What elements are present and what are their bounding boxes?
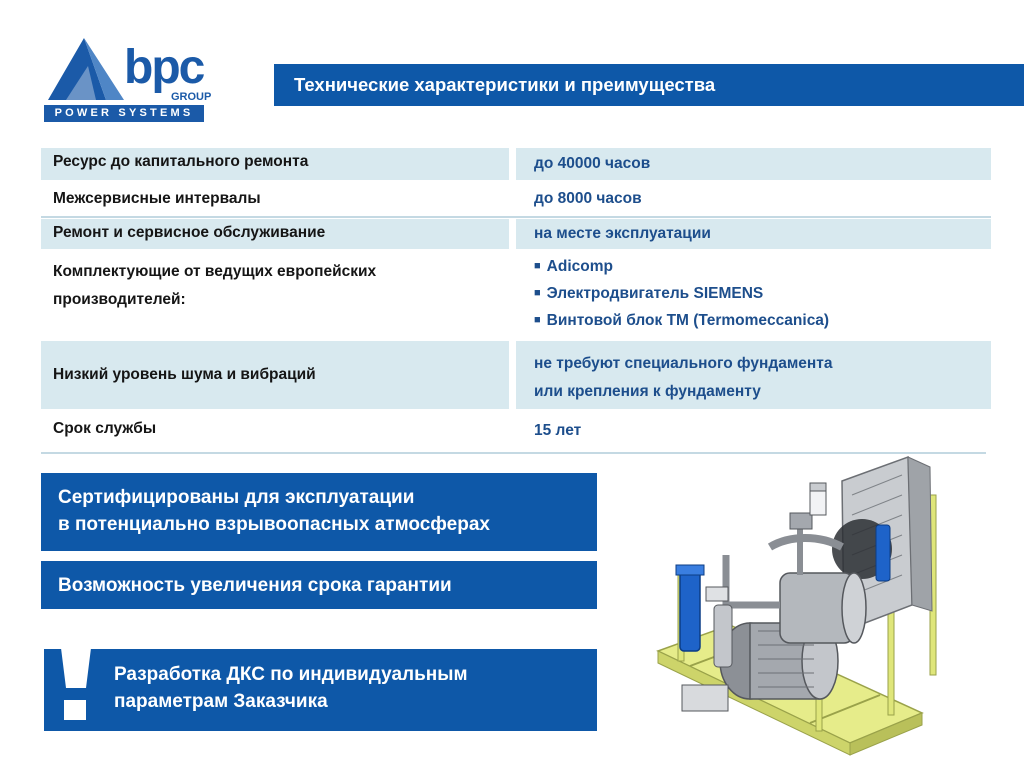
compressor-unit-image xyxy=(630,455,1024,768)
callout-custom-line: параметрам Заказчика xyxy=(114,691,328,712)
spec-label-overhaul: Ресурс до капитального ремонта xyxy=(41,148,509,180)
square-bullet-icon: ■ xyxy=(534,260,541,272)
callout-certified-line: в потенциально взрывоопасных атмосферах xyxy=(58,514,490,535)
square-bullet-icon: ■ xyxy=(534,287,541,299)
spec-value-overhaul: до 40000 часов xyxy=(516,148,991,180)
callout-warranty: Возможность увеличения срока гарантии xyxy=(41,561,597,609)
company-logo xyxy=(44,36,212,122)
list-item xyxy=(534,280,991,307)
spec-label-lifetime: Срок службы xyxy=(53,420,157,437)
logo-group: GROUP xyxy=(171,91,212,103)
list-item xyxy=(534,307,991,334)
spec-value-repair: на месте эксплуатации xyxy=(516,219,991,249)
component-name: Электродвигатель SIEMENS xyxy=(546,285,764,302)
spec-label-components xyxy=(41,252,509,338)
spec-value-components xyxy=(516,252,991,338)
spec-value-service-interval: до 8000 часов xyxy=(534,190,642,207)
spec-value-noise-line: не требуют специального фундамента xyxy=(534,355,833,372)
row-divider xyxy=(41,452,986,454)
callout-certified xyxy=(41,473,597,551)
logo-brand: bpc xyxy=(124,41,204,94)
spec-label-service-interval: Межсервисные интервалы xyxy=(53,190,261,207)
spec-value-lifetime: 15 лет xyxy=(534,422,582,439)
component-name: Adicomp xyxy=(546,258,613,275)
spec-label-repair: Ремонт и сервисное обслуживание xyxy=(41,219,509,249)
spec-label-noise: Низкий уровень шума и вибраций xyxy=(41,341,509,409)
spec-value-noise-line: или крепления к фундаменту xyxy=(534,383,761,400)
spec-label-components-line: производителей: xyxy=(53,291,186,308)
row-divider xyxy=(41,216,991,218)
spec-value-noise xyxy=(516,341,991,409)
callout-certified-line: Сертифицированы для эксплуатации xyxy=(58,487,415,508)
list-item xyxy=(534,253,991,280)
callout-custom-line: Разработка ДКС по индивидуальным xyxy=(114,664,468,685)
logo-tagline: POWER SYSTEMS xyxy=(44,105,204,122)
exclamation-mark-icon xyxy=(46,622,98,722)
square-bullet-icon: ■ xyxy=(534,314,541,326)
callout-custom-design xyxy=(44,649,597,731)
spec-label-components-line: Комплектующие от ведущих европейских xyxy=(53,263,377,280)
page-title: Технические характеристики и преимущества xyxy=(274,64,1024,106)
component-name: Винтовой блок ТМ (Termomeccanica) xyxy=(546,312,830,329)
